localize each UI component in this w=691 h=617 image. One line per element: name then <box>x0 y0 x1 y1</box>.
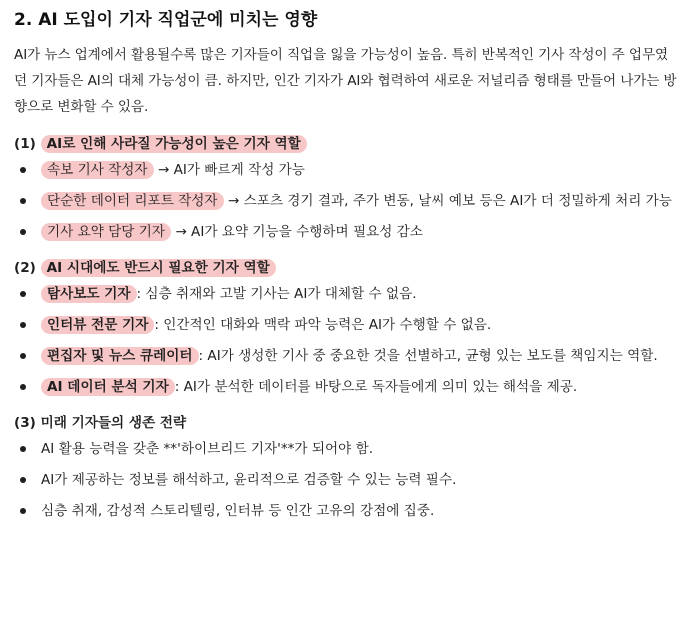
highlighted-label: AI 데이터 분석 기자 <box>41 378 175 396</box>
list-item <box>14 499 677 523</box>
item-text: : 심층 취재와 고발 기사는 AI가 대체할 수 없음. <box>136 286 417 302</box>
list-disappearing-roles <box>14 158 677 244</box>
item-text: → AI가 빠르게 작성 가능 <box>153 162 305 178</box>
list-essential-roles <box>14 282 677 399</box>
subsection-heading-3 <box>14 411 677 435</box>
subsection-prefix: (1) <box>14 136 41 152</box>
bullet-icon <box>20 322 26 328</box>
bullet-icon <box>20 167 26 173</box>
item-text: AI 활용 능력을 갖춘 **'하이브리드 기자'**가 되어야 함. <box>41 441 374 457</box>
item-text: → AI가 요약 기능을 수행하며 필요성 감소 <box>171 224 423 240</box>
item-text: : AI가 생성한 기사 중 중요한 것을 선별하고, 균형 있는 보도를 책임지는 역할. <box>198 348 658 364</box>
bullet-icon <box>20 353 26 359</box>
item-text: : AI가 분석한 데이터를 바탕으로 독자들에게 의미 있는 해석을 제공. <box>174 379 578 395</box>
bullet-icon <box>20 291 26 297</box>
section-title: 2. AI 도입이 기자 직업군에 미치는 영향 <box>14 10 318 30</box>
list-item <box>14 220 677 244</box>
highlighted-label: 기사 요약 담당 기자 <box>41 223 171 241</box>
highlighted-label: 단순한 데이터 리포트 작성자 <box>41 192 224 210</box>
list-item <box>14 375 677 399</box>
subsection-heading-1 <box>14 132 677 156</box>
highlighted-heading: AI 시대에도 반드시 필요한 기자 역할 <box>41 259 276 277</box>
highlighted-label: 인터뷰 전문 기자 <box>41 316 154 334</box>
subsection-prefix: (3) <box>14 415 41 431</box>
list-item <box>14 468 677 492</box>
item-text: AI가 제공하는 정보를 해석하고, 윤리적으로 검증할 수 있는 능력 필수. <box>41 472 457 488</box>
item-text: 심층 취재, 감성적 스토리텔링, 인터뷰 등 인간 고유의 강점에 집중. <box>41 503 435 519</box>
bullet-icon <box>20 229 26 235</box>
bullet-icon <box>20 384 26 390</box>
highlighted-label: 속보 기사 작성자 <box>41 161 154 179</box>
bullet-icon <box>20 508 26 514</box>
item-text: : 인간적인 대화와 맥락 파악 능력은 AI가 수행할 수 없음. <box>154 317 492 333</box>
list-item <box>14 282 677 306</box>
highlighted-label: 탐사보도 기자 <box>41 285 137 303</box>
intro-paragraph: AI가 뉴스 업계에서 활용될수록 많은 기자들이 직업을 잃을 가능성이 높음. 특히 반복적인 기사 작성이 주 업무였던 기자들은 AI의 대체 가능성이 큼. 하지만, 인간 기자가 AI와 협력하여 새로운 저널리즘 형태를 만들어 나가는 방향으로 변화할 수 있음. <box>14 47 677 115</box>
subsection-heading-2 <box>14 256 677 280</box>
item-text: → 스포츠 경기 결과, 주가 변동, 날씨 예보 등은 AI가 더 정밀하게 처리 가능 <box>223 193 672 209</box>
list-item <box>14 437 677 461</box>
list-item <box>14 313 677 337</box>
highlighted-heading: AI로 인해 사라질 가능성이 높은 기자 역할 <box>41 135 307 153</box>
list-item <box>14 189 677 213</box>
subsection-heading-text: 미래 기자들의 생존 전략 <box>40 415 187 431</box>
subsection-prefix: (2) <box>14 260 41 276</box>
list-item <box>14 344 677 368</box>
bullet-icon <box>20 477 26 483</box>
highlighted-label: 편집자 및 뉴스 큐레이터 <box>41 347 199 365</box>
list-item <box>14 158 677 182</box>
list-survival-strategies <box>14 437 677 523</box>
bullet-icon <box>20 446 26 452</box>
bullet-icon <box>20 198 26 204</box>
